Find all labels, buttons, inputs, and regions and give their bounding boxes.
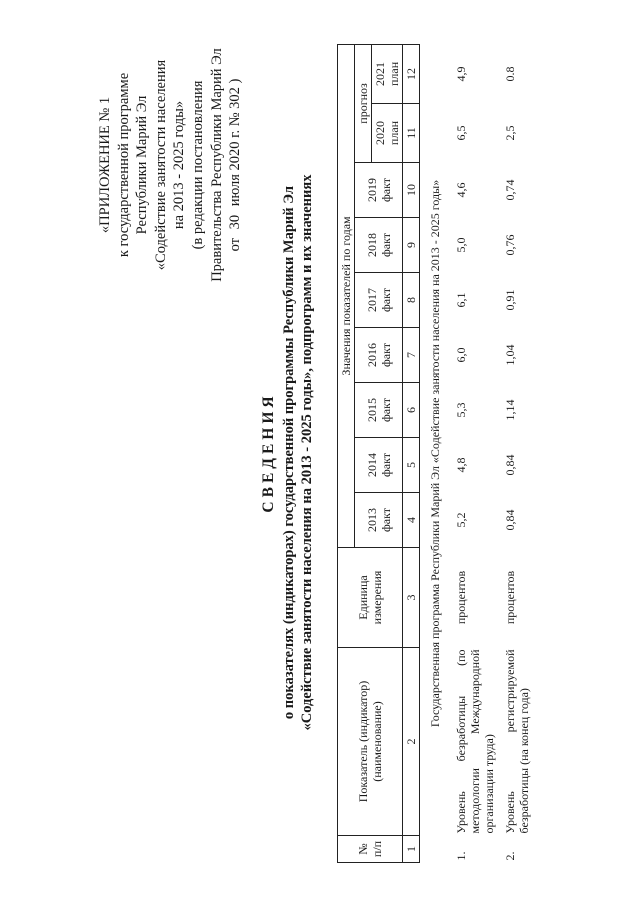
group-values-header: Значения показателей по годам — [338, 44, 355, 547]
title-line-1: о показателях (индикаторах) государственной программы Республики Марий Эл — [281, 185, 297, 720]
year-header: 2015 факт — [355, 383, 403, 438]
year-header: 2017 факт — [355, 273, 403, 328]
header-row-1 — [338, 44, 355, 862]
appendix-line: «Содействие занятости населения — [152, 59, 169, 271]
indicator-unit: процентов — [454, 570, 468, 625]
column-number: 4 — [403, 493, 420, 548]
col-indicator-header: Показатель (индикатор) (наименование) — [338, 648, 403, 836]
document-title — [258, 40, 316, 865]
value-cell: 0,91 — [503, 289, 517, 311]
value-cell: 4,6 — [454, 182, 468, 198]
forecast-year-header: 2021 план — [372, 44, 403, 103]
column-number: 3 — [403, 548, 420, 648]
column-number: 2 — [403, 648, 420, 836]
indicator-unit: процентов — [503, 570, 517, 625]
indicator-name: Уровень безработицы (по методологии Международной организации труда) — [454, 649, 496, 834]
appendix-line: Правительства Республики Марий Эл — [208, 48, 225, 282]
doc-number: 302 — [227, 87, 244, 109]
value-cell: 0,76 — [503, 234, 517, 256]
appendix-line: Республики Марий Эл — [134, 95, 151, 235]
column-number: 1 — [403, 836, 420, 863]
value-cell: 0.8 — [503, 66, 517, 82]
col-unit-header: Единица измерения — [338, 548, 403, 648]
title-line-2: «Содействие занятости населения на 2013 - 2025 годы», подпрограмм и их значениях — [299, 174, 315, 731]
value-cell: 0,84 — [503, 509, 517, 531]
value-cell: 4,9 — [454, 66, 468, 82]
value-cell: 0,84 — [503, 454, 517, 476]
appendix-line: «ПРИЛОЖЕНИЕ № 1 — [97, 96, 113, 234]
column-number: 8 — [403, 273, 420, 328]
value-cell: 5,3 — [454, 402, 468, 418]
indicator-name: Уровень регистрируемой безработицы (на конец года) — [503, 649, 531, 834]
section-row — [420, 44, 449, 862]
date-suffix: ) — [227, 78, 244, 84]
section-title: Государственная программа Республики Марий Эл «Содействие занятости населения на 2013 - 2025 годы» — [428, 179, 442, 728]
year-header: 2016 факт — [355, 328, 403, 383]
value-cell: 6,5 — [454, 125, 468, 141]
row-number: 2. — [503, 851, 517, 861]
row-number: 1. — [454, 851, 468, 861]
appendix-date-line — [226, 15, 245, 315]
value-cell: 6,0 — [454, 347, 468, 363]
date-prefix: от — [227, 238, 244, 252]
value-cell: 5,0 — [454, 237, 468, 253]
column-number: 10 — [403, 163, 420, 218]
date-day: 30 — [227, 214, 244, 230]
appendix-line: (в редакции постановления — [189, 80, 206, 250]
table-row — [497, 44, 532, 862]
col-no-header: № п/п — [338, 836, 403, 863]
column-number: 5 — [403, 438, 420, 493]
year-header: 2013 факт — [355, 493, 403, 548]
value-cell: 1,14 — [503, 399, 517, 421]
table-row — [448, 44, 497, 862]
column-number: 7 — [403, 328, 420, 383]
column-number: 12 — [403, 44, 420, 103]
value-cell: 2,5 — [503, 125, 517, 141]
appendix-line: на 2013 - 2025 годы» — [171, 100, 188, 230]
appendix-line: к государственной программе — [115, 72, 132, 258]
date-month-year: июля 2020 г. № — [227, 112, 244, 207]
year-header: 2014 факт — [355, 438, 403, 493]
value-cell: 5,2 — [454, 512, 468, 528]
column-number: 6 — [403, 383, 420, 438]
column-number: 11 — [403, 104, 420, 163]
value-cell: 1,04 — [503, 344, 517, 366]
column-number-row — [403, 44, 420, 862]
value-cell: 4,8 — [454, 457, 468, 473]
appendix-header — [96, 15, 245, 315]
value-cell: 0,74 — [503, 179, 517, 201]
indicators-table — [337, 44, 532, 863]
title-heading: СВЕДЕНИЯ — [260, 392, 277, 513]
column-number: 9 — [403, 218, 420, 273]
forecast-year-header: 2020 план — [372, 104, 403, 163]
year-header: 2019 факт — [355, 163, 403, 218]
group-forecast-header: прогноз — [355, 44, 372, 162]
value-cell: 6,1 — [454, 292, 468, 308]
year-header: 2018 факт — [355, 218, 403, 273]
